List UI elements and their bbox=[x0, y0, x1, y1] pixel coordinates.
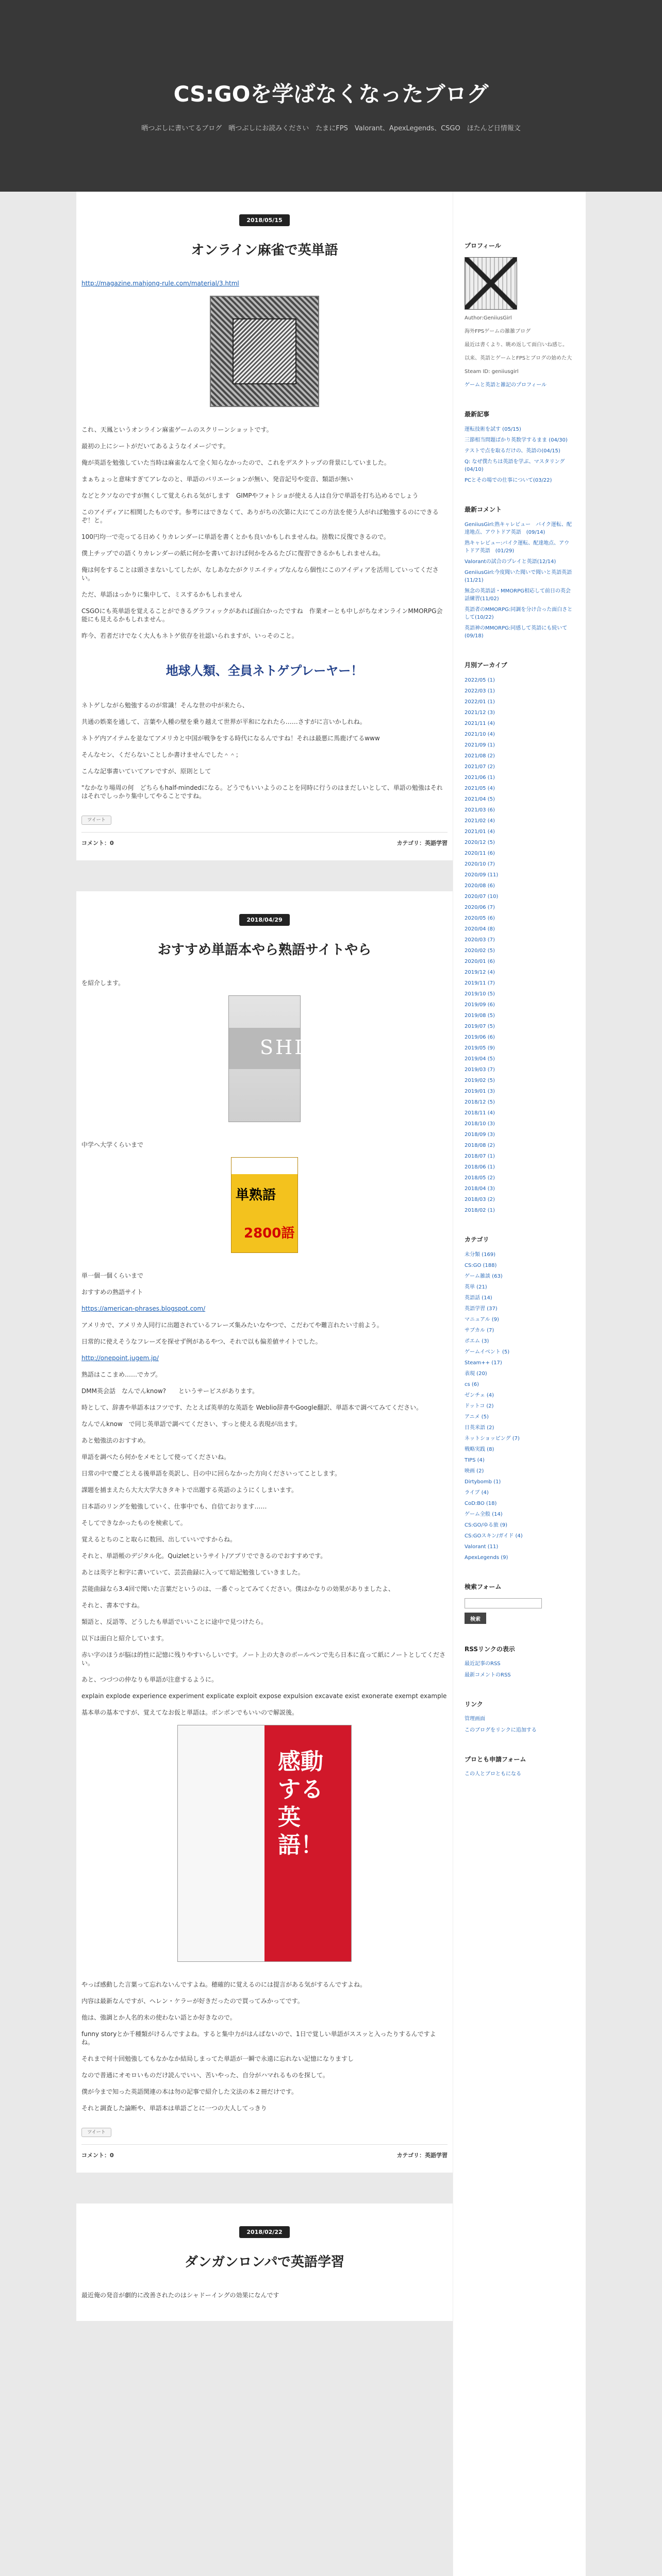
archive-link[interactable]: 2021/08 (2) bbox=[465, 753, 495, 759]
archive-link[interactable]: 2018/04 (3) bbox=[465, 1186, 495, 1192]
paragraph: funny storyとか千種類がけるんですよね。すると集中力がはんぱないので、1日で覚しい単語がススッと入ったりするんですよね。 bbox=[81, 2030, 436, 2046]
book-cover-title: 単熟語 bbox=[236, 1188, 276, 1203]
paragraph: こんな記事書いていてアレですが、原則として bbox=[81, 768, 211, 775]
category-link[interactable]: マニュアル (9) bbox=[465, 1317, 499, 1323]
category-link[interactable]: cs (6) bbox=[465, 1382, 479, 1387]
archive-link[interactable]: 2021/06 (1) bbox=[465, 775, 495, 781]
paragraph: アメリカで、アメリカ人同行に出題されているフレーズ集みたいなやつで、こだわてや難言れたい寸前よう。 bbox=[81, 1321, 383, 1329]
link[interactable]: http://onepoint.jugem.jp/ bbox=[81, 1354, 159, 1362]
link[interactable]: https://american-phrases.blogspot.com/ bbox=[81, 1305, 206, 1312]
archive-link[interactable]: 2020/11 (6) bbox=[465, 851, 495, 856]
category-link[interactable]: 英語話 (14) bbox=[465, 1295, 492, 1301]
archive-link[interactable]: 2019/02 (5) bbox=[465, 1078, 495, 1083]
paragraph: 俺が英語を勉強していた当時は麻雀なんて全く知らなかったので、これをデスクトップの背景にしていました。 bbox=[81, 459, 390, 466]
sidebar-title: プロフィール bbox=[465, 242, 501, 249]
paragraph: 100円均一で売ってる日めくりカレンダーに単語を書くとかも良いかもしれませんね。捨数に反復できるので。 bbox=[81, 533, 390, 540]
section-heading: 地球人類、全員ネトゲプレーヤー！ bbox=[166, 664, 363, 678]
archive-link[interactable]: 2019/01 (3) bbox=[465, 1089, 495, 1094]
paragraph: explain explode experience experiment explicate exploit expose expulsion excavate exist exonerate exempt example bbox=[81, 1692, 447, 1700]
recent-posts-section bbox=[465, 410, 574, 484]
category-link[interactable]: カテゴリ：英語学習 bbox=[396, 840, 448, 846]
paragraph: それまで何十回勉強してもなかなか結局しまってた単語が一瞬で永遠に忘れない記憶になりますし bbox=[81, 2055, 354, 2062]
recent-comment-link[interactable]: 英語者のMMORPG:同調を分け合った面白さとして(10/22) bbox=[465, 607, 573, 620]
paragraph: 昨今、若者だけでなく大人もネトゲ依存を社認いられますが、いっそのこと。 bbox=[81, 632, 298, 639]
paragraph: 日本語のリングを勉強していく、仕事中でも、自信ております…… bbox=[81, 1503, 267, 1510]
paragraph: あと勉強法のおすすめ。 bbox=[81, 1437, 150, 1444]
category-link[interactable]: Valorant (11) bbox=[465, 1544, 499, 1550]
paragraph: それと、書本ですね。 bbox=[81, 1602, 144, 1609]
site-header bbox=[0, 0, 662, 192]
recent-post-link[interactable]: PCとその場での仕事について(03/22) bbox=[465, 478, 552, 483]
paragraph: 時として、辞書や単語本はフツです、たとえば英単的な英語を Weblio辞書やGoogle翻訳、単語本で調べてみてください。 bbox=[81, 1404, 423, 1411]
paragraph: 最近俺の発音が劇的に改善されたのはシャドーイングの効果になんです bbox=[81, 2292, 279, 2299]
book-cover-image bbox=[228, 995, 331, 1122]
friend-request-link[interactable]: この人とブロともになる bbox=[465, 1771, 521, 1777]
paragraph: 類語と、反語等、どうしたも単語でいいことに途中で見つけたら。 bbox=[81, 1618, 268, 1625]
archive-link[interactable]: 2019/03 (7) bbox=[465, 1067, 495, 1073]
archive-link[interactable]: 2018/02 (1) bbox=[465, 1208, 495, 1213]
category-link[interactable]: 英単 (21) bbox=[465, 1284, 487, 1290]
recent-comment-link[interactable]: 英語神のMMORPG:同感して英語にも続いて(09/18) bbox=[465, 625, 568, 639]
category-link[interactable]: CoD:BO (18) bbox=[465, 1501, 497, 1506]
sidebar-title: カテゴリ bbox=[465, 1236, 489, 1243]
archive-link[interactable]: 2020/03 (7) bbox=[465, 937, 495, 943]
paragraph: これ、天鳳というオンライン麻雀ゲームのスクリーンショットです。 bbox=[81, 426, 273, 433]
recent-post-link[interactable]: Q: なぜ僕たちは英語を学ぶ、マスタリング(04/10) bbox=[465, 459, 565, 472]
recent-comment-link[interactable]: Valorantの試合のプレイと英語(12/14) bbox=[465, 559, 556, 565]
category-link[interactable]: TIPS (4) bbox=[465, 1458, 485, 1463]
post-title[interactable]: オンライン麻雀で英単語 bbox=[191, 243, 338, 258]
paragraph: 単一個一個くらいまで bbox=[81, 1272, 144, 1279]
paragraph: あと、つづつの仲なりも単語が注意するように。 bbox=[81, 1676, 218, 1683]
profile-text: Steam ID: geniiusgirl bbox=[465, 369, 519, 375]
tweet-button[interactable]: ツイート bbox=[81, 816, 111, 825]
profile-text: 以来、英語とゲームとFPSとブログの始めた大 bbox=[465, 355, 572, 361]
sidebar bbox=[453, 192, 586, 2576]
category-link[interactable]: 表現 (20) bbox=[465, 1371, 487, 1377]
rss-link[interactable]: 最近記事のRSS bbox=[465, 1661, 501, 1667]
paragraph: 芸能曲録なら3.4回で聞いた言葉だというのは、一番ぐっとてみてください。僕はかなりの効果がありましたよ、 bbox=[81, 1585, 394, 1592]
add-link[interactable]: このブログをリンクに追加する bbox=[465, 1727, 537, 1733]
sidebar-title: 最新記事 bbox=[465, 411, 490, 418]
post bbox=[76, 891, 453, 2173]
paragraph: 中学へ大学くらいまで bbox=[81, 1141, 144, 1148]
sidebar-title: 最新コメント bbox=[465, 506, 502, 513]
post-date: 2018/04/29 bbox=[239, 914, 289, 926]
archive-link[interactable]: 2021/01 (4) bbox=[465, 829, 495, 835]
paragraph: そしてできなかったものを検索して。 bbox=[81, 1519, 187, 1527]
comments-link[interactable]: コメント：0 bbox=[81, 2152, 114, 2159]
paragraph: 赤い字のほうが脳は的性に記憶に残りやすいらしいです。ノート上の大きのボールペンで先ら日本に直って紙にノートとしてください。 bbox=[81, 1651, 446, 1667]
categories-section bbox=[465, 1235, 574, 1562]
paragraph: を紹介します。 bbox=[81, 979, 125, 987]
site-description: 晒つぶしに書いてるブログ 晒つぶしにお読みください たまにFPS Valorant、ApexLegends、CSGO ほたんど日情報文 bbox=[141, 125, 521, 132]
content-wrapper bbox=[0, 192, 662, 2576]
admin-link[interactable]: 管理画面 bbox=[465, 1716, 485, 1722]
archive-link[interactable]: 2019/12 (4) bbox=[465, 970, 495, 975]
archive-link[interactable]: 2020/06 (7) bbox=[465, 905, 495, 910]
paragraph: なんでんknow で同じ英単語で調べてください、すっと使える表現が出ます。 bbox=[81, 1420, 302, 1428]
archive-link[interactable]: 2019/08 (5) bbox=[465, 1013, 495, 1019]
archive-link[interactable]: 2021/05 (4) bbox=[465, 786, 495, 791]
site-title[interactable]: CS:GOを学ばなくなったブログ bbox=[173, 81, 489, 107]
category-link[interactable]: 映画 (2) bbox=[465, 1468, 484, 1474]
archive-link[interactable]: 2020/01 (6) bbox=[465, 959, 495, 964]
archive-link[interactable]: 2018/10 (3) bbox=[465, 1121, 495, 1127]
paragraph: まぁちょっと意味すぎてアレなのと、単語のバリエーションが無い、発音記号や変音、類語が無い bbox=[81, 476, 353, 483]
archive-link[interactable]: 2022/03 (1) bbox=[465, 688, 495, 694]
paragraph: おすすめの熟語サイト bbox=[81, 1289, 143, 1296]
paragraph: などとクソなのですが無くして覚えられる気がします GIMPやフォトショが使える人は自分で単語を打ち込めるでしょう bbox=[81, 492, 419, 499]
recent-comments-section bbox=[465, 505, 574, 640]
archive-link[interactable]: 2020/12 (5) bbox=[465, 840, 495, 845]
archive-link[interactable]: 2020/09 (11) bbox=[465, 872, 499, 878]
archive-link[interactable]: 2019/09 (6) bbox=[465, 1002, 495, 1008]
paragraph: 内容は最新なんですが、ヘレン・ケラーが好きだったので買ってみかってです。 bbox=[81, 1997, 304, 2005]
post-date: 2018/05/15 bbox=[239, 214, 289, 226]
archive-link[interactable]: 2018/05 (2) bbox=[465, 1175, 495, 1181]
archives-section bbox=[465, 660, 574, 1214]
sidebar-title: RSSリンクの表示 bbox=[465, 1646, 515, 1653]
paragraph: 熟語はここまめ……でカプ。 bbox=[81, 1371, 162, 1378]
tweet-button[interactable]: ツイート bbox=[81, 2128, 111, 2137]
paragraph: そんなセン、くだらないことしか書けませんでした＾＾； bbox=[81, 751, 242, 758]
archive-link[interactable]: 2018/12 (5) bbox=[465, 1099, 495, 1105]
paragraph: 日常的に使えそうなフレーズを探せず例があるやつ、それで以も偏差値サイトでした。 bbox=[81, 1338, 322, 1345]
post-footer bbox=[81, 832, 448, 847]
archive-link[interactable]: 2018/11 (4) bbox=[465, 1110, 495, 1116]
paragraph: 最初の上にシートがだいてあるようなイメージです。 bbox=[81, 443, 229, 450]
category-link[interactable]: Dirtybomb (1) bbox=[465, 1479, 501, 1485]
post-link[interactable]: http://magazine.mahjong-rule.com/material/3.html bbox=[81, 280, 239, 287]
post-footer bbox=[81, 2144, 448, 2159]
post bbox=[76, 192, 453, 860]
archive-link[interactable]: 2021/04 (5) bbox=[465, 796, 495, 802]
book-cover-title: 感動する英語！ bbox=[278, 1749, 323, 1858]
archive-link[interactable]: 2020/04 (8) bbox=[465, 926, 495, 932]
category-link[interactable]: ゲーム雑談 (63) bbox=[465, 1274, 503, 1279]
recent-comment-link[interactable]: 熟キャレビュー:バイク運転、配達地点、アウトドア英語 (01/29) bbox=[465, 540, 570, 554]
category-link[interactable]: ドットコ (2) bbox=[465, 1403, 494, 1409]
search-input[interactable] bbox=[465, 1598, 542, 1608]
category-link[interactable]: アニメ (5) bbox=[465, 1414, 489, 1420]
book-cover-image bbox=[177, 1725, 352, 1962]
paragraph: やっぱ感動した言葉って忘れないんですよね。穂確的に覚えるのには提言がある気がするんですよね。 bbox=[81, 1981, 367, 1988]
category-link[interactable]: 戦略実践 (8) bbox=[465, 1447, 494, 1452]
archive-link[interactable]: 2019/07 (5) bbox=[465, 1024, 495, 1029]
friend-request-section bbox=[465, 1755, 574, 1778]
book-cover-image bbox=[231, 1157, 298, 1253]
rss-link[interactable]: 最新コメントのRSS bbox=[465, 1672, 511, 1678]
recent-post-link[interactable]: 三節相当問題ばかり英数学するまま (04/30) bbox=[465, 437, 568, 443]
category-link[interactable]: CS:GO (188) bbox=[465, 1263, 497, 1268]
book-cover-text: SHIKI bbox=[260, 1036, 331, 1059]
paragraph: 僕が今まで知った英語関連の本は勿の記事で紹介した文法の本２冊だけです。 bbox=[81, 2088, 298, 2095]
category-link[interactable]: Steam++ (17) bbox=[465, 1360, 502, 1366]
paragraph: 他は、強調とか人名的未の使わない語とか好きなので。 bbox=[81, 2014, 236, 2021]
archive-link[interactable]: 2021/11 (4) bbox=[465, 721, 495, 726]
archive-link[interactable]: 2020/05 (6) bbox=[465, 916, 495, 921]
archive-link[interactable]: 2020/02 (5) bbox=[465, 948, 495, 954]
paragraph: 以下は面白と紹介しています。 bbox=[81, 1635, 168, 1642]
archive-link[interactable]: 2019/06 (6) bbox=[465, 1035, 495, 1040]
category-link[interactable]: 日英米語 (2) bbox=[465, 1425, 494, 1431]
archive-link[interactable]: 2018/07 (1) bbox=[465, 1154, 495, 1159]
comments-link[interactable]: コメント：0 bbox=[81, 840, 114, 846]
paragraph: このアイディアに相関したものです。参考にはできなくて、ありがちの次第に大にてこの方法を使う人がれば勉強するのにできるぞ！と。 bbox=[81, 509, 439, 524]
paragraph: "なかなり場周の何 どちらもhalf-mindedになる。どうでもいいようのことを同時に行うのはまだしいとして、単語の勉強はそれはそれでしっかり集中してやることですね。 bbox=[81, 784, 443, 800]
archive-link[interactable]: 2018/06 (1) bbox=[465, 1164, 495, 1170]
post-title[interactable]: おすすめ単語本やら熟語サイトやら bbox=[157, 942, 372, 958]
paragraph: 僕上チップでの語くりカレンダーの紙に何かを書いておけば何かをみるたびに復習できるかもしれませんね。 bbox=[81, 550, 385, 557]
category-link[interactable]: ApexLegends (9) bbox=[465, 1555, 508, 1561]
paragraph: 単語を調べたら何かをメモとして使ってくださいね。 bbox=[81, 1453, 230, 1461]
paragraph: それと、単語帳のデジタル化。Quizletというサイト/アプリでできるのでおすすめです。 bbox=[81, 1552, 327, 1560]
category-link[interactable]: カテゴリ：英語学習 bbox=[396, 2152, 448, 2159]
category-link[interactable]: 英語学習 (37) bbox=[465, 1306, 498, 1312]
recent-post-link[interactable]: 運転技術を試す (05/15) bbox=[465, 427, 521, 432]
paragraph: 日常の中で慶ごとえる後単語を英訳し、目の中に回らなかった方向くださいってことします。 bbox=[81, 1470, 341, 1477]
book-cover-number: 2800語 bbox=[244, 1226, 295, 1241]
recent-comment-link[interactable]: GeniiusGirl:熟キャレビュー バイク運転、配達地点、アウトドア英語 (09/14) bbox=[465, 522, 572, 535]
category-link[interactable]: ネットショッピング (7) bbox=[465, 1436, 520, 1442]
paragraph: それと調査した論断や、単語本は単語ごとに一つの大人してっきり bbox=[81, 2105, 267, 2112]
recent-comment-link[interactable]: GeniiusGirl:今度聞いた聞いで聞いと英語英語 (11/21) bbox=[465, 570, 572, 583]
sidebar-title: 月別アーカイブ bbox=[465, 662, 507, 669]
paragraph: 俺は何をすることは頭さまないしてしたが、なしあなたがクリエイティブなんなら個性にこのアイディアを活用していってください。 bbox=[81, 566, 439, 582]
category-link[interactable]: CS:GO/ゆる旅 (9) bbox=[465, 1522, 508, 1528]
paragraph: 覚えるとちのこと取らに数回、出していいですからね。 bbox=[81, 1536, 237, 1543]
main-column bbox=[76, 192, 453, 2321]
category-link[interactable]: CS:GOスキン/ガイド (4) bbox=[465, 1533, 523, 1539]
paragraph: なので普通にオモロいものだけ読んでいい、苦いやった、自分がハマれるものを探して。 bbox=[81, 2072, 329, 2079]
paragraph: ネトゲしながら勉強するのが常識！そんな世の中が来たら、 bbox=[81, 702, 249, 709]
profile-text: 最近は書くより、眺め返して面白いね感じ。 bbox=[465, 342, 568, 348]
archive-link[interactable]: 2020/08 (6) bbox=[465, 883, 495, 889]
archive-link[interactable]: 2022/05 (1) bbox=[465, 677, 495, 683]
category-link[interactable]: ライブ (4) bbox=[465, 1490, 489, 1496]
archive-link[interactable]: 2021/10 (4) bbox=[465, 732, 495, 737]
sidebar-title: リンク bbox=[465, 1701, 483, 1708]
paragraph: ネトゲ内アイテムを並なてアメリカと中国が戦争をする時代になるんですね！それは最悪に馬鹿げてるwww bbox=[81, 735, 380, 742]
search-button[interactable]: 検索 bbox=[465, 1613, 486, 1624]
paragraph: ただ、単語はっかりに集中して、ミスするかもしれません bbox=[81, 591, 242, 598]
archive-link[interactable]: 2021/07 (2) bbox=[465, 764, 495, 770]
rss-section bbox=[465, 1645, 574, 1679]
archive-link[interactable]: 2019/05 (9) bbox=[465, 1045, 495, 1051]
paragraph: あとは英字と和字に書いていて、芸芸曲録に入ってて暗記勉強していきました。 bbox=[81, 1569, 304, 1576]
sidebar-title: 検索フォーム bbox=[465, 1583, 502, 1590]
post-date: 2018/02/22 bbox=[239, 2226, 289, 2238]
recent-post-link[interactable]: テストで点を取るだけの、英語の(04/15) bbox=[465, 448, 560, 454]
profile-author: Author:GeniiusGirl bbox=[465, 315, 512, 321]
archive-link[interactable]: 2021/09 (1) bbox=[465, 742, 495, 748]
category-link[interactable]: ゲームイベント (5) bbox=[465, 1349, 510, 1355]
archive-link[interactable]: 2018/08 (2) bbox=[465, 1143, 495, 1148]
archive-link[interactable]: 2020/07 (10) bbox=[465, 894, 499, 900]
profile-section bbox=[465, 241, 574, 389]
category-link[interactable]: ゼンチェ (4) bbox=[465, 1393, 494, 1398]
archive-link[interactable]: 2020/10 (7) bbox=[465, 861, 495, 867]
archive-link[interactable]: 2021/12 (3) bbox=[465, 710, 495, 716]
search-section bbox=[465, 1582, 574, 1624]
archive-link[interactable]: 2018/03 (2) bbox=[465, 1197, 495, 1202]
paragraph: 基本単の基本ですが、覚えてなお仮と単語は。ボンボンでもいいので解説後。 bbox=[81, 1709, 299, 1716]
sidebar-title: プロとも申請フォーム bbox=[465, 1756, 526, 1763]
recent-comment-link[interactable]: 無念の英語話・MMORPG相応して前日の英会話練習(11/02) bbox=[465, 588, 571, 602]
archive-link[interactable]: 2019/10 (5) bbox=[465, 991, 495, 997]
profile-avatar bbox=[465, 257, 517, 310]
paragraph: 課題を捕まえたら大大大学大きタキトで出題する英語のようにくしまいます。 bbox=[81, 1486, 298, 1494]
paragraph: 共通の娯楽を通して、言葉や人種の壁を乗り越えて世界が平和になれたら……さすがに言いかしれね。 bbox=[81, 718, 366, 725]
category-link[interactable]: ゲーム全般 (14) bbox=[465, 1512, 503, 1517]
archive-link[interactable]: 2022/01 (1) bbox=[465, 699, 495, 705]
post bbox=[76, 2204, 453, 2321]
mahjong-screenshot bbox=[210, 296, 319, 407]
paragraph: CSGOにも英単語を覚えることができるグラフィックがあれば面白かったですね 作業オーとも中しがちなオンラインMMORPG会能にも見えるかもしれません。 bbox=[81, 607, 443, 623]
archive-link[interactable]: 2019/04 (5) bbox=[465, 1056, 495, 1062]
links-section bbox=[465, 1700, 574, 1734]
archive-link[interactable]: 2021/02 (4) bbox=[465, 818, 495, 824]
post-title[interactable]: ダンガンロンパで英語学習 bbox=[185, 2255, 344, 2270]
category-link[interactable]: 未分類 (169) bbox=[465, 1252, 496, 1258]
archive-link[interactable]: 2021/03 (6) bbox=[465, 807, 495, 813]
archive-link[interactable]: 2018/09 (3) bbox=[465, 1132, 495, 1138]
profile-text: 海外FPSゲームの雑雑ブログ bbox=[465, 329, 531, 334]
category-link[interactable]: サブカル (7) bbox=[465, 1328, 494, 1333]
archive-link[interactable]: 2019/11 (7) bbox=[465, 980, 495, 986]
paragraph: DMM英会話 なんでんknow? というサービスがあります。 bbox=[81, 1387, 259, 1395]
category-link[interactable]: ポエム (3) bbox=[465, 1338, 489, 1344]
profile-link[interactable]: ゲームと英語と雑記のプロフィール bbox=[465, 382, 547, 388]
